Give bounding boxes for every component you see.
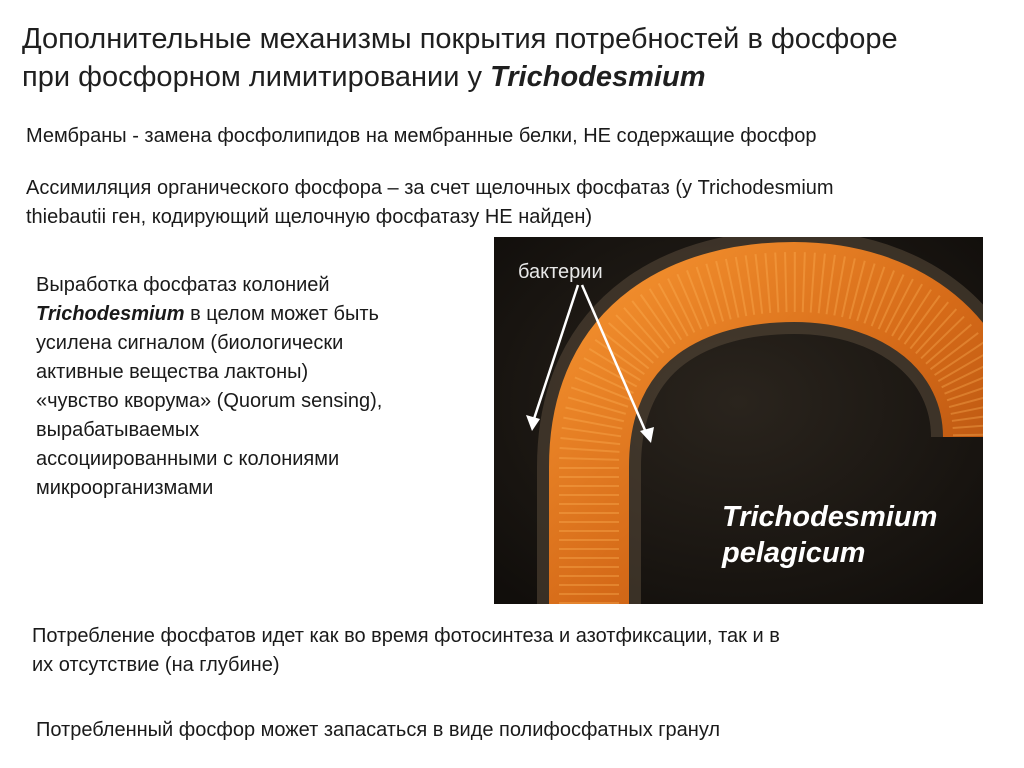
membranes-paragraph: Мембраны - замена фосфолипидов на мембранные белки, НЕ содержащие фосфор [26, 125, 817, 147]
assimilation-paragraph [26, 174, 986, 232]
assimilation-line-2: thiebautii ген, кодирующий щелочную фосфатазу НЕ найден) [26, 206, 593, 228]
storage-paragraph: Потребленный фосфор может запасаться в виде полифосфатных гранул [36, 719, 721, 741]
phosphatase-line-1: Выработка фосфатаз колонией [36, 274, 330, 296]
uptake-line-2: их отсутствие (на глубине) [32, 654, 280, 676]
bacteria-label: бактерии [518, 261, 603, 283]
phosphatase-line-6: вырабатываемых [36, 419, 200, 441]
phosphatase-species: Trichodesmium [36, 303, 185, 325]
phosphatase-line-7: ассоциированными с колониями [36, 448, 340, 470]
assimilation-line-1: Ассимиляция органического фосфора – за счет щелочных фосфатаз (у Trichodesmium [26, 177, 834, 199]
uptake-line-1: Потребление фосфатов идет как во время фотосинтеза и азотфиксации, так и в [32, 625, 780, 647]
micrograph-image [494, 237, 983, 604]
species-caption-line-2: pelagicum [722, 537, 866, 569]
slide-title [22, 20, 1012, 96]
uptake-paragraph [32, 622, 932, 680]
phosphatase-line-3: усилена сигналом (биологически [36, 332, 344, 354]
phosphatase-line-2-rest: в целом может быть [184, 303, 379, 325]
title-line-1: Дополнительные механизмы покрытия потребностей в фосфоре [22, 23, 898, 55]
title-line-2-prefix: при фосфорном лимитировании у [22, 61, 491, 93]
phosphatase-paragraph [36, 271, 466, 503]
phosphatase-line-4: активные вещества лактоны) [36, 361, 309, 383]
phosphatase-line-5: «чувство кворума» (Quorum sensing), [36, 390, 383, 412]
title-species: Trichodesmium [490, 61, 706, 93]
species-caption-line-1: Trichodesmium [722, 501, 938, 533]
phosphatase-line-8: микроорганизмами [36, 477, 214, 499]
species-caption [722, 499, 937, 571]
